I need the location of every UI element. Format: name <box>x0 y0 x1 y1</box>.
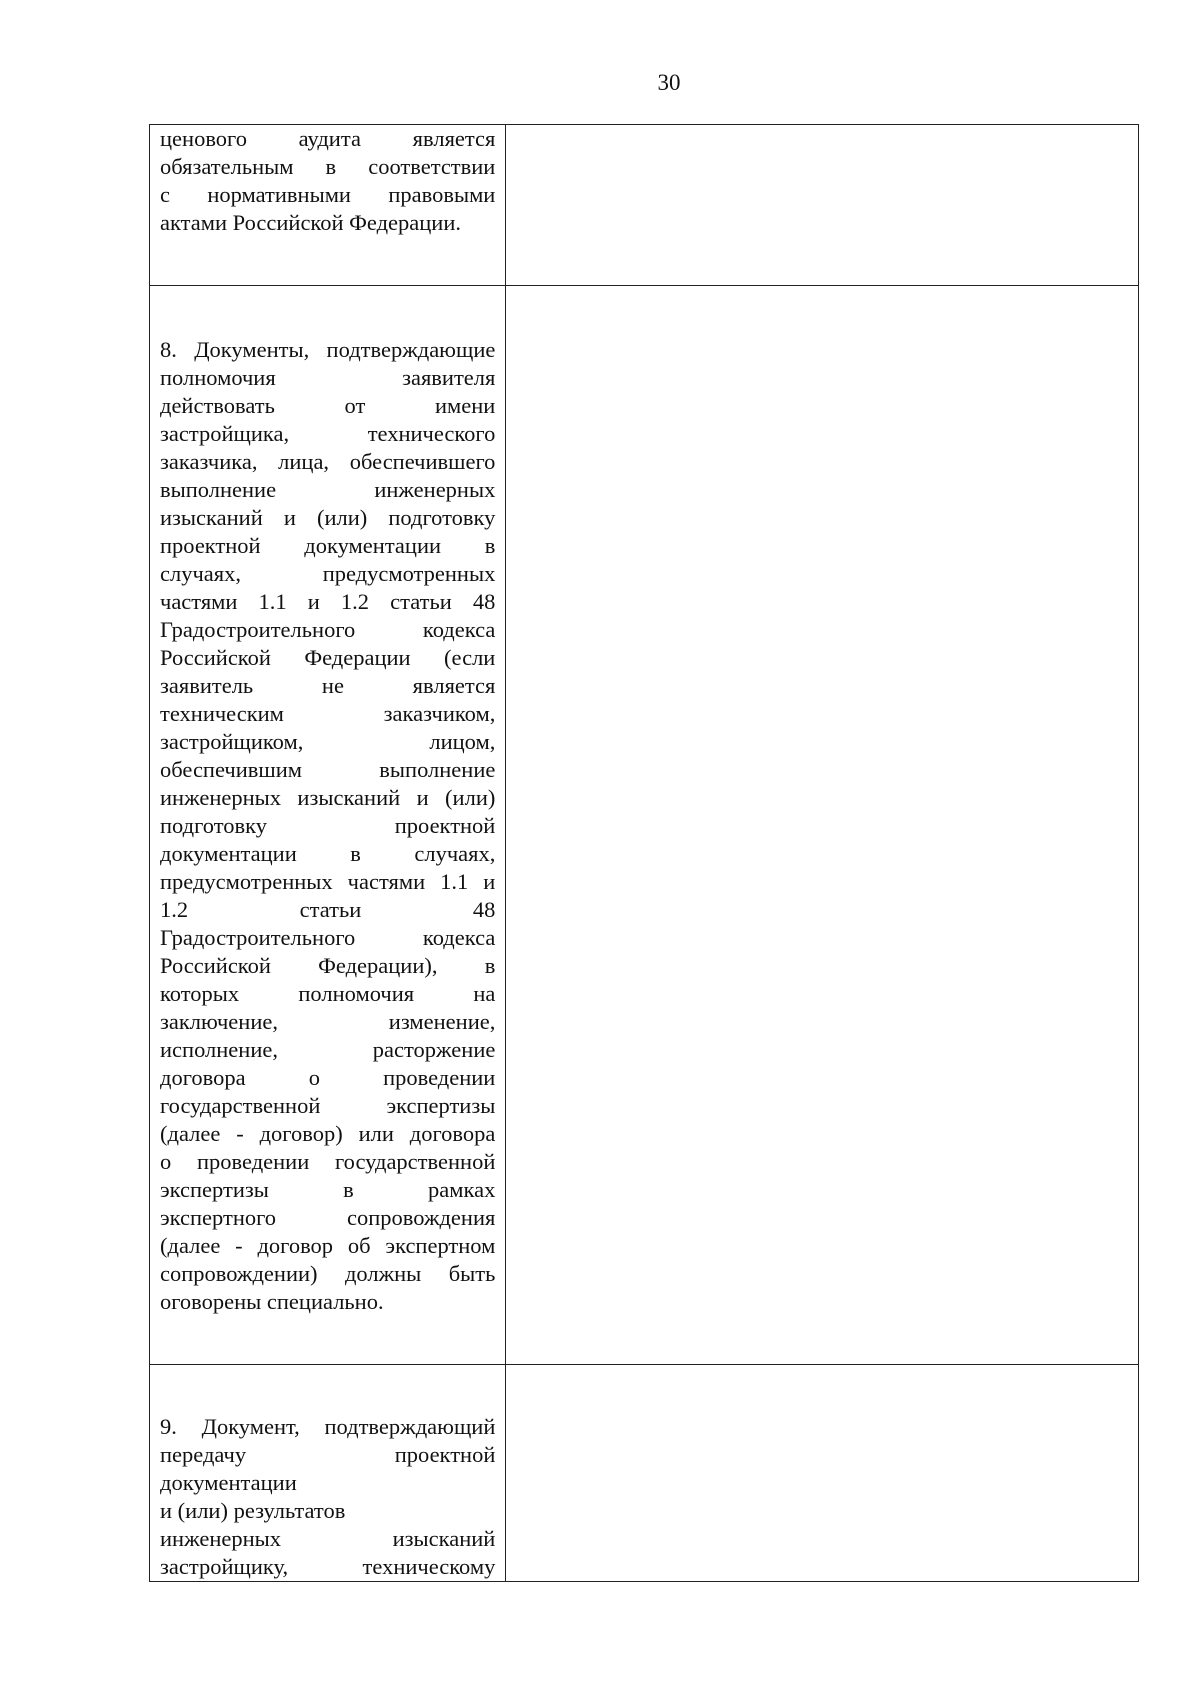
text-line: заказчика, лица, обеспечившего <box>160 449 496 474</box>
text-line: действовать от имени <box>160 393 496 418</box>
text-line: случаях, предусмотренных <box>160 561 496 586</box>
text-line: государственной экспертизы <box>160 1093 496 1118</box>
text-line: застройщику, техническому <box>160 1554 496 1579</box>
text-line: Градостроительного кодекса <box>160 617 496 642</box>
right-cell <box>506 286 1139 1365</box>
text-line: обеспечившим выполнение <box>160 757 496 782</box>
text-line: (далее - договор) или договора <box>160 1121 496 1146</box>
text-line: заключение, изменение, <box>160 1009 496 1034</box>
text-line: экспертизы в рамках <box>160 1177 496 1202</box>
text-line: которых полномочия на <box>160 981 496 1006</box>
text-line: с нормативными правовыми <box>160 182 496 207</box>
text-line: застройщика, технического <box>160 421 496 446</box>
text-line: и (или) результатов <box>160 1498 346 1523</box>
text-line: ценового аудита является <box>160 126 496 151</box>
left-cell <box>150 125 506 286</box>
right-cell <box>506 1365 1139 1582</box>
left-cell <box>150 286 506 1365</box>
table-row <box>150 286 1139 1365</box>
text-line: застройщиком, лицом, <box>160 729 496 754</box>
text-line: документации в случаях, <box>160 841 496 866</box>
text-line: передачу проектной <box>160 1442 496 1467</box>
text-line: предусмотренных частями 1.1 и <box>160 869 496 894</box>
text-line: оговорены специально. <box>160 1289 384 1314</box>
document-table <box>149 124 1139 1582</box>
text-line: частями 1.1 и 1.2 статьи 48 <box>160 589 496 614</box>
text-line: 8. Документы, подтверждающие <box>160 337 496 362</box>
text-line: исполнение, расторжение <box>160 1037 496 1062</box>
text-line: 1.2 статьи 48 <box>160 897 496 922</box>
text-line: выполнение инженерных <box>160 477 496 502</box>
page-number: 30 <box>657 70 681 95</box>
text-line: полномочия заявителя <box>160 365 496 390</box>
text-line: 9. Документ, подтверждающий <box>160 1414 496 1439</box>
text-line: документации <box>160 1470 297 1495</box>
text-line: техническим заказчиком, <box>160 701 496 726</box>
left-cell <box>150 1365 506 1582</box>
text-line: заявитель не является <box>160 673 496 698</box>
cell-text <box>150 125 505 237</box>
text-line: экспертного сопровождения <box>160 1205 496 1230</box>
table-row <box>150 1365 1139 1582</box>
text-line: подготовку проектной <box>160 813 496 838</box>
text-line: Градостроительного кодекса <box>160 925 496 950</box>
text-line: договора о проведении <box>160 1065 496 1090</box>
text-line: инженерных изысканий <box>160 1526 496 1551</box>
text-line: проектной документации в <box>160 533 496 558</box>
text-line: инженерных изысканий и (или) <box>160 785 496 810</box>
text-line: о проведении государственной <box>160 1149 496 1174</box>
cell-text <box>150 286 505 1316</box>
cell-text <box>150 1365 505 1581</box>
text-line: (далее - договор об экспертном <box>160 1233 496 1258</box>
text-line: Российской Федерации), в <box>160 953 496 978</box>
text-line: актами Российской Федерации. <box>160 210 462 235</box>
text-line: сопровождении) должны быть <box>160 1261 496 1286</box>
text-line: обязательным в соответствии <box>160 154 496 179</box>
text-line: Российской Федерации (если <box>160 645 496 670</box>
text-line: изысканий и (или) подготовку <box>160 505 496 530</box>
right-cell <box>506 125 1139 286</box>
table-row <box>150 125 1139 286</box>
